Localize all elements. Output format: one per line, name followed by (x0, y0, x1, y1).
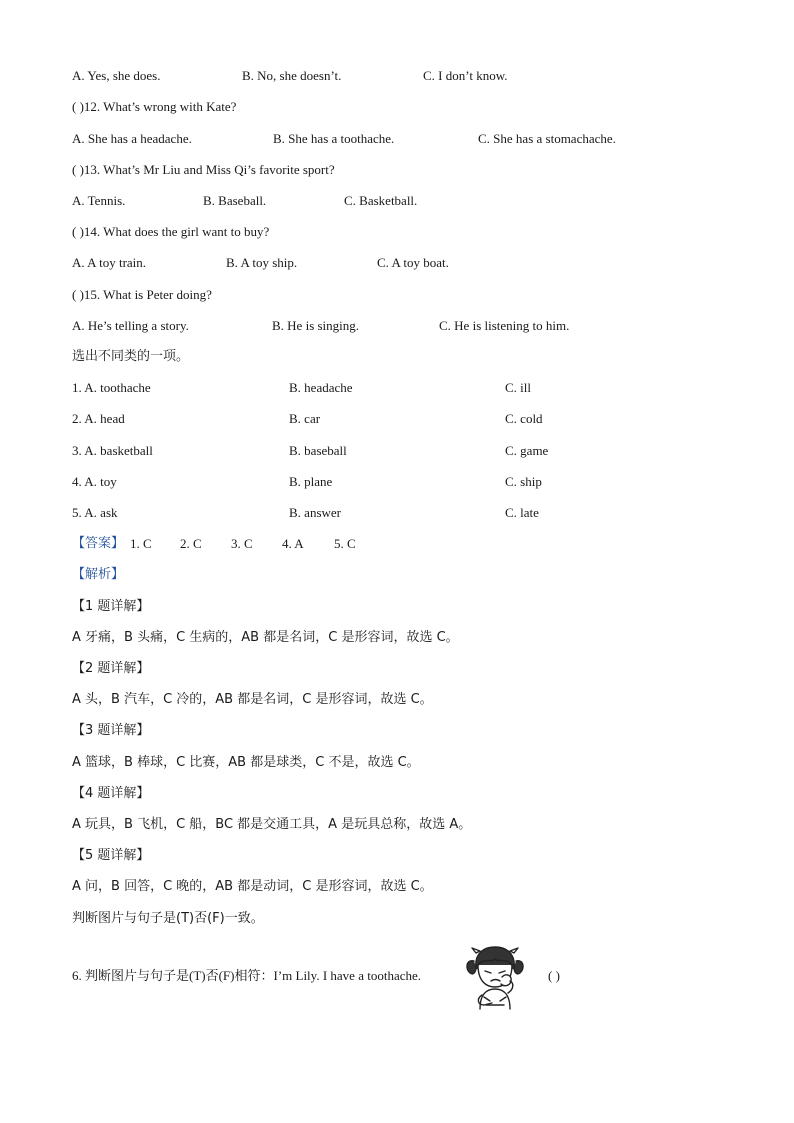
q12-option-b: B. She has a toothache. (273, 131, 395, 146)
answer-3: 3. C (231, 536, 253, 551)
q15-option-a: A. He’s telling a story. (72, 318, 189, 333)
answer-1: 1. C (130, 536, 152, 551)
odd-row-1-option-c: C. ill (505, 380, 532, 395)
q13-option-b: B. Baseball. (203, 193, 267, 208)
q14-option-c: C. A toy boat. (377, 255, 449, 270)
odd-row-5-option-c: C. late (505, 505, 539, 520)
odd-row-4-option-a: 4. A. toy (72, 474, 117, 489)
q13-stem: ( )13. What’s Mr Liu and Miss Qi’s favorite sport? (72, 162, 335, 177)
odd-row-1-option-b: B. headache (289, 380, 353, 395)
odd-row-5-option-b: B. answer (289, 505, 341, 520)
q6-answer-blank[interactable]: ( ) (548, 968, 560, 983)
odd-row-3-option-b: B. baseball (289, 443, 347, 458)
answer-2: 2. C (180, 536, 202, 551)
detail-1-title: 【1 题详解】 (72, 599, 150, 614)
odd-row-2-option-a: 2. A. head (72, 411, 125, 426)
odd-row-3-option-c: C. game (505, 443, 549, 458)
detail-5-title: 【5 题详解】 (72, 848, 150, 863)
q12-option-c: C. She has a stomachache. (478, 131, 616, 146)
q14-option-b: B. A toy ship. (226, 255, 298, 270)
section-true-false-title: 判断图片与句子是(T)否(F)一致。 (72, 911, 264, 926)
detail-3-title: 【3 题详解】 (72, 723, 150, 738)
detail-1-text: A 牙痛，B 头痛，C 生病的，AB 都是名词，C 是形容词，故选 C。 (72, 630, 459, 645)
q15-option-b: B. He is singing. (272, 318, 360, 333)
q11-option-b: B. No, she doesn’t. (242, 68, 342, 83)
q11-option-a: A. Yes, she does. (72, 68, 161, 83)
answer-label: 【答案】 (72, 536, 125, 551)
girl-with-toothache-icon (462, 943, 528, 1011)
odd-row-4-option-c: C. ship (505, 474, 542, 489)
detail-2-text: A 头，B 汽车，C 冷的，AB 都是名词，C 是形容词，故选 C。 (72, 692, 433, 707)
odd-row-2-option-c: C. cold (505, 411, 543, 426)
odd-row-5-option-a: 5. A. ask (72, 505, 118, 520)
detail-3-text: A 篮球，B 棒球，C 比赛，AB 都是球类，C 不是，故选 C。 (72, 755, 420, 770)
odd-row-4-option-b: B. plane (289, 474, 333, 489)
section-odd-one-out-title: 选出不同类的一项。 (72, 349, 190, 364)
q11-option-c: C. I don’t know. (423, 68, 508, 83)
q14-stem: ( )14. What does the girl want to buy? (72, 224, 270, 239)
detail-4-title: 【4 题详解】 (72, 786, 150, 801)
detail-4-text: A 玩具，B 飞机，C 船，BC 都是交通工具，A 是玩具总称，故选 A。 (72, 817, 472, 832)
answer-4: 4. A (282, 536, 304, 551)
odd-row-2-option-b: B. car (289, 411, 321, 426)
q14-option-a: A. A toy train. (72, 255, 147, 270)
answer-5: 5. C (334, 536, 356, 551)
q15-option-c: C. He is listening to him. (439, 318, 570, 333)
detail-5-text: A 问，B 回答，C 晚的，AB 都是动词，C 是形容词，故选 C。 (72, 879, 433, 894)
q6-stem: 6. 判断图片与句子是(T)否(F)相符：I’m Lily. I have a toothache. (72, 968, 422, 983)
q13-option-a: A. Tennis. (72, 193, 126, 208)
q12-stem: ( )12. What’s wrong with Kate? (72, 99, 237, 114)
detail-2-title: 【2 题详解】 (72, 661, 150, 676)
q12-option-a: A. She has a headache. (72, 131, 192, 146)
q15-stem: ( )15. What is Peter doing? (72, 287, 212, 302)
q13-option-c: C. Basketball. (344, 193, 418, 208)
analysis-label: 【解析】 (72, 567, 125, 582)
odd-row-3-option-a: 3. A. basketball (72, 443, 153, 458)
odd-row-1-option-a: 1. A. toothache (72, 380, 151, 395)
